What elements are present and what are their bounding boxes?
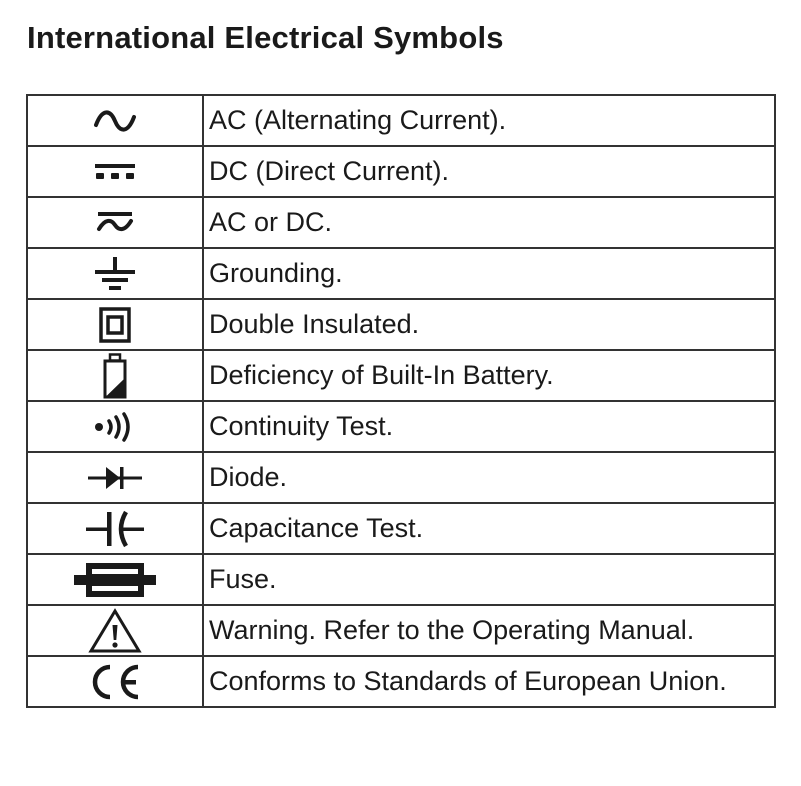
description-cell: AC or DC. xyxy=(203,197,775,248)
table-row xyxy=(27,248,775,299)
description-cell: Capacitance Test. xyxy=(203,503,775,554)
symbol-cell xyxy=(27,299,203,350)
ac-sine-wave-icon xyxy=(93,110,137,132)
symbol-cell xyxy=(27,605,203,656)
table-row xyxy=(27,656,775,707)
warning-triangle-icon xyxy=(88,608,142,654)
table-row xyxy=(27,146,775,197)
table-row xyxy=(27,95,775,146)
symbol-cell xyxy=(27,248,203,299)
symbol-cell xyxy=(27,656,203,707)
symbol-cell xyxy=(27,554,203,605)
page-title: International Electrical Symbols xyxy=(27,20,504,55)
ce-mark-icon xyxy=(88,662,142,702)
table-row xyxy=(27,299,775,350)
description-cell: DC (Direct Current). xyxy=(203,146,775,197)
description-cell: AC (Alternating Current). xyxy=(203,95,775,146)
table-row xyxy=(27,452,775,503)
capacitor-icon xyxy=(84,510,146,548)
dc-lines-icon xyxy=(93,162,137,182)
symbols-table xyxy=(26,94,776,708)
symbol-cell xyxy=(27,146,203,197)
ground-icon xyxy=(93,257,137,291)
symbol-cell xyxy=(27,197,203,248)
table-row xyxy=(27,197,775,248)
table-row xyxy=(27,401,775,452)
continuity-sound-icon xyxy=(94,412,136,442)
description-cell: Continuity Test. xyxy=(203,401,775,452)
description-cell: Warning. Refer to the Operating Manual. xyxy=(203,605,775,656)
symbol-cell xyxy=(27,350,203,401)
description-cell: Conforms to Standards of European Union. xyxy=(203,656,775,707)
description-cell: Fuse. xyxy=(203,554,775,605)
table-row xyxy=(27,554,775,605)
table-row xyxy=(27,350,775,401)
table-row xyxy=(27,503,775,554)
symbol-cell xyxy=(27,503,203,554)
symbol-cell xyxy=(27,401,203,452)
symbol-cell xyxy=(27,95,203,146)
description-cell: Grounding. xyxy=(203,248,775,299)
fuse-icon xyxy=(74,560,156,600)
double-insulated-icon xyxy=(99,307,131,343)
description-cell: Double Insulated. xyxy=(203,299,775,350)
low-battery-icon xyxy=(103,353,127,399)
ac-or-dc-icon xyxy=(95,210,135,236)
description-cell: Deficiency of Built-In Battery. xyxy=(203,350,775,401)
table-row xyxy=(27,605,775,656)
symbol-cell xyxy=(27,452,203,503)
diode-icon xyxy=(86,465,144,491)
description-cell: Diode. xyxy=(203,452,775,503)
